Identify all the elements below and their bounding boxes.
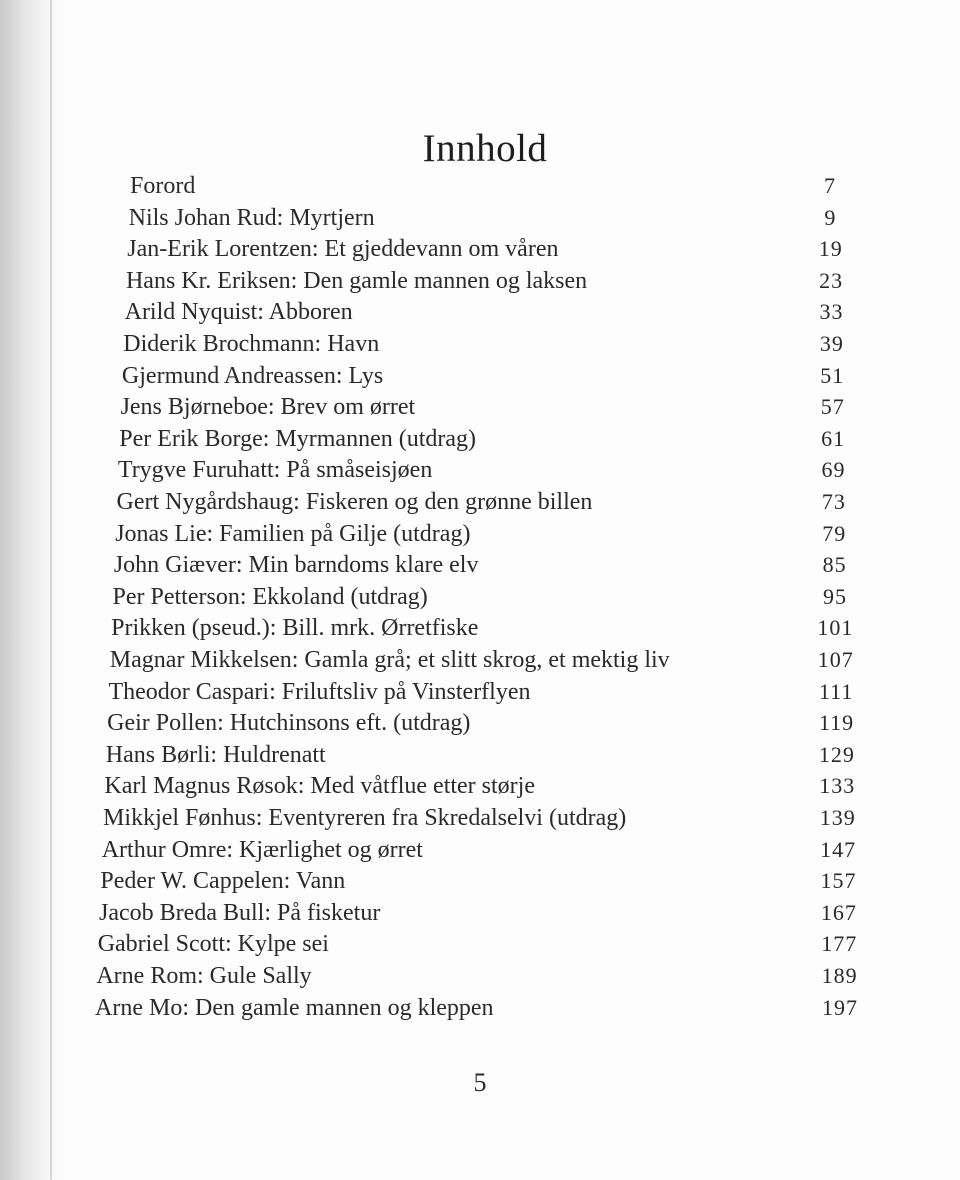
toc-entry-title: Diderik Brochmann: Havn bbox=[123, 331, 380, 357]
toc-entry-page: 57 bbox=[820, 394, 845, 420]
toc-entry bbox=[0, 770, 960, 802]
toc-entry-page: 79 bbox=[822, 520, 847, 546]
toc-entry-page: 133 bbox=[819, 773, 856, 799]
toc-entry-title: Arne Rom: Gule Sally bbox=[96, 963, 312, 989]
toc-entry-page: 157 bbox=[820, 868, 857, 894]
toc-entry-page: 39 bbox=[819, 331, 844, 356]
toc-entry-title: Hans Kr. Eriksen: Den gamle mannen og laksen bbox=[125, 267, 588, 294]
toc-entry-page: 119 bbox=[818, 710, 855, 736]
toc-entry-page: 85 bbox=[822, 552, 847, 578]
toc-entry-title: Arthur Omre: Kjærlighet og ørret bbox=[101, 836, 423, 863]
toc-entry bbox=[0, 454, 960, 486]
toc-entry-title: Per Petterson: Ekkoland (utdrag) bbox=[112, 583, 428, 610]
toc-entry-page: 129 bbox=[818, 741, 855, 767]
toc-entry-page: 73 bbox=[821, 489, 846, 514]
toc-entry-page: 95 bbox=[823, 583, 847, 609]
toc-entry bbox=[0, 391, 960, 423]
toc-entry-page: 147 bbox=[820, 836, 857, 862]
toc-entry bbox=[0, 834, 960, 866]
toc-entry bbox=[0, 739, 960, 771]
toc-entry-title: Gjermund Andreassen: Lys bbox=[121, 362, 384, 389]
toc-entry bbox=[0, 549, 960, 581]
page-title: Innhold bbox=[422, 127, 548, 171]
toc-entry-title: Geir Pollen: Hutchinsons eft. (utdrag) bbox=[107, 710, 471, 737]
toc-entry-page: 107 bbox=[817, 647, 854, 672]
toc-entry bbox=[0, 707, 960, 739]
toc-entry bbox=[0, 897, 960, 929]
toc-entry bbox=[0, 802, 960, 834]
toc-entry-page: 9 bbox=[824, 204, 837, 230]
toc-entry-page: 167 bbox=[820, 899, 857, 925]
toc-entry-page: 51 bbox=[820, 362, 845, 388]
toc-entry-title: Arne Mo: Den gamle mannen og kleppen bbox=[95, 994, 494, 1021]
toc-entry-page: 197 bbox=[822, 994, 858, 1020]
toc-entry bbox=[0, 960, 960, 992]
toc-entry-page: 111 bbox=[818, 678, 854, 704]
toc-entry-page: 139 bbox=[819, 805, 856, 830]
toc-entry-title: Hans Børli: Huldrenatt bbox=[105, 741, 326, 768]
toc-entry bbox=[0, 360, 960, 392]
toc-entry-title: Forord bbox=[130, 173, 196, 199]
toc-entry-page: 177 bbox=[821, 931, 858, 957]
toc-entry bbox=[0, 328, 960, 360]
toc-entry-page: 23 bbox=[819, 267, 844, 293]
toc-entry bbox=[0, 612, 960, 644]
toc-entry-title: Per Erik Borge: Myrmannen (utdrag) bbox=[119, 425, 477, 452]
toc-entry bbox=[0, 992, 960, 1024]
toc-entry bbox=[0, 486, 960, 518]
toc-entry-page: 101 bbox=[817, 615, 854, 641]
toc-entry bbox=[0, 676, 960, 708]
toc-entry-title: Theodor Caspari: Friluftsliv på Vinsterflyen bbox=[108, 678, 531, 705]
toc-entry-title: Prikken (pseud.): Bill. mrk. Ørretfiske bbox=[111, 615, 479, 642]
toc-entry-title: Gert Nygårdshaug: Fiskeren og den grønne billen bbox=[116, 489, 593, 515]
toc-entry-title: Jan-Erik Lorentzen: Et gjeddevann om våren bbox=[127, 236, 559, 263]
toc-entry-page: 61 bbox=[821, 425, 846, 451]
toc-entry bbox=[0, 581, 960, 613]
toc-entry-title: John Giæver: Min barndoms klare elv bbox=[113, 552, 479, 579]
toc-entry bbox=[0, 518, 960, 550]
toc-entry bbox=[0, 865, 960, 897]
toc-entry bbox=[0, 928, 960, 960]
toc-entry bbox=[0, 296, 960, 328]
toc-entry-page: 7 bbox=[824, 173, 836, 198]
toc-entry-title: Magnar Mikkelsen: Gamla grå; et slitt skrog, et mektig liv bbox=[109, 647, 670, 673]
toc-entry-title: Peder W. Cappelen: Vann bbox=[100, 868, 346, 895]
toc-entry-title: Trygve Furuhatt: På småseisjøen bbox=[117, 457, 433, 484]
toc-entry-page: 69 bbox=[821, 457, 846, 483]
toc-entry-title: Jens Bjørneboe: Brev om ørret bbox=[120, 394, 416, 421]
toc-entry-title: Jacob Breda Bull: På fisketur bbox=[99, 899, 381, 926]
page-number: 5 bbox=[473, 1068, 487, 1097]
toc-entry-page: 19 bbox=[818, 236, 843, 262]
toc-entry-title: Gabriel Scott: Kylpe sei bbox=[97, 931, 329, 958]
toc-entry-title: Jonas Lie: Familien på Gilje (utdrag) bbox=[115, 520, 471, 547]
toc-entry-title: Karl Magnus Røsok: Med våtflue etter størje bbox=[104, 773, 535, 800]
toc-entry-page: 189 bbox=[821, 963, 858, 988]
toc-entry bbox=[0, 423, 960, 455]
toc-entry bbox=[0, 265, 960, 297]
toc-entry bbox=[0, 644, 960, 676]
toc-entry-title: Arild Nyquist: Abboren bbox=[124, 299, 353, 326]
toc-entry-title: Nils Johan Rud: Myrtjern bbox=[128, 204, 375, 231]
toc-entry bbox=[0, 170, 960, 202]
toc-entry-page: 33 bbox=[819, 299, 844, 325]
toc-entry bbox=[0, 202, 960, 234]
toc-entry-title: Mikkjel Fønhus: Eventyreren fra Skredalselvi (utdrag) bbox=[103, 805, 627, 831]
toc-entry bbox=[0, 233, 960, 265]
